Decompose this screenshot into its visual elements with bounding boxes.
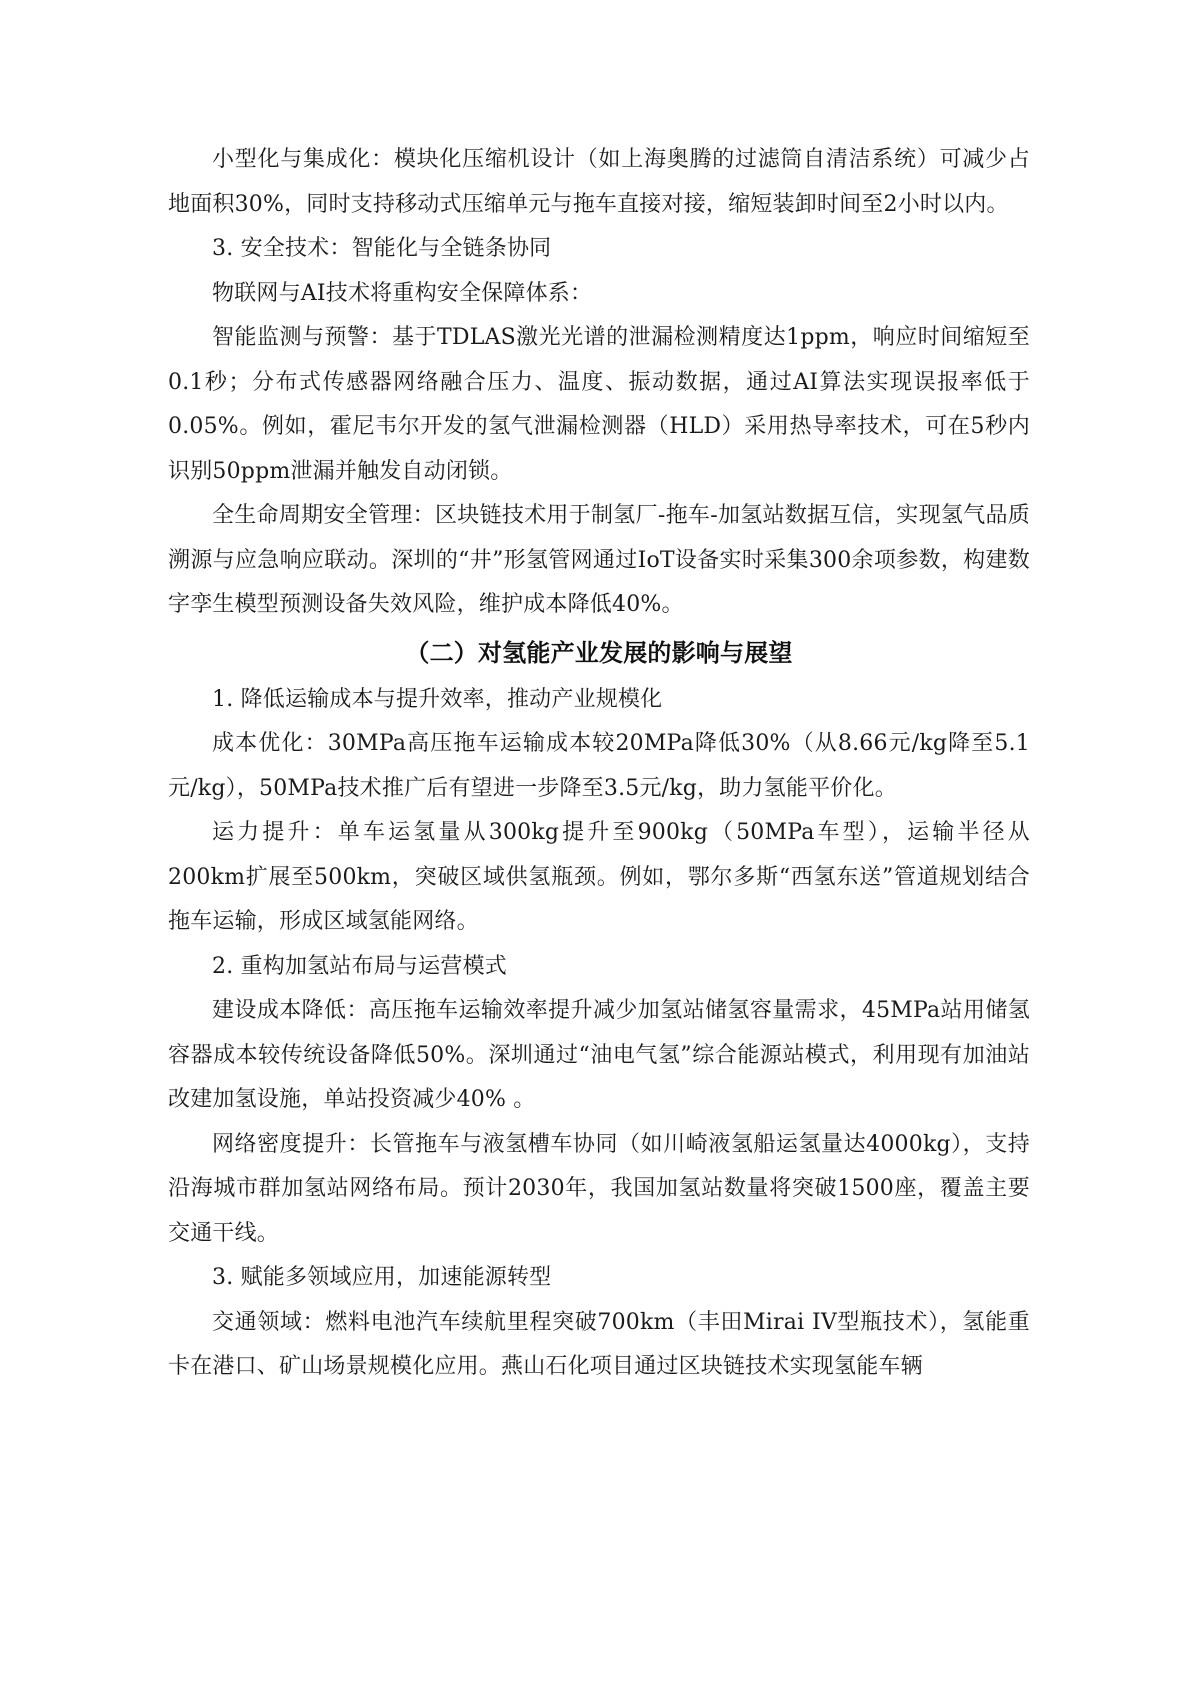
section-heading-cost-efficiency: 1. 降低运输成本与提升效率，推动产业规模化	[212, 686, 663, 712]
paragraph-cost-optimization: 成本优化：30MPa高压拖车运输成本较20MPa降低30%（从8.66元/kg降至5.1元/kg），50MPa技术推广后有望进一步降至3.5元/kg，助力氢能平价化。	[168, 731, 1030, 801]
section-heading-multi-domain: 3. 赋能多领域应用，加速能源转型	[212, 1265, 552, 1290]
paragraph-construction-cost: 建设成本降低：高压拖车运输效率提升减少加氢站储氢容量需求，45MPa站用储氢容器成本较传统设备降低50%。深圳通过“油电气氢”综合能源站模式，利用现有加油站改建加氢设施，单站投资减少40% 。	[168, 998, 1030, 1112]
section-heading-safety-tech: 3. 安全技术：智能化与全链条协同	[212, 236, 552, 261]
section-heading-station-layout: 2. 重构加氢站布局与运营模式	[212, 953, 507, 979]
paragraph-miniaturization: 小型化与集成化：模块化压缩机设计（如上海奥腾的过滤筒自清洁系统）可减少占地面积30%，同时支持移动式压缩单元与拖车直接对接，缩短装卸时间至2小时以内。	[168, 147, 1030, 217]
chapter-heading-impact: （二）对氢能产业发展的影响与展望	[405, 638, 793, 667]
paragraph-transport-domain: 交通领域：燃料电池汽车续航里程突破700km（丰田Mirai IV型瓶技术），氢能重卡在港口、矿山场景规模化应用。燕山石化项目通过区块链技术实现氢能车辆	[168, 1309, 1030, 1379]
paragraph-iot-ai: 物联网与AI技术将重构安全保障体系：	[212, 280, 593, 306]
document-body	[168, 138, 1030, 1390]
paragraph-capacity-increase: 运力提升：单车运氢量从300kg提升至900kg（50MPa车型），运输半径从200km扩展至500km，突破区域供氢瓶颈。例如，鄂尔多斯“西氢东送”管道规划结合拖车运输，形成区域氢能网络。	[168, 820, 1030, 934]
paragraph-smart-monitoring: 智能监测与预警：基于TDLAS激光光谱的泄漏检测精度达1ppm，响应时间缩短至0.1秒；分布式传感器网络融合压力、温度、振动数据，通过AI算法实现误报率低于0.05%。例如，霍尼韦尔开发的氢气泄漏检测器（HLD）采用热导率技术，可在5秒内识别50ppm泄漏并触发自动闭锁。	[168, 325, 1030, 484]
paragraph-network-density: 网络密度提升：长管拖车与液氢槽车协同（如川崎液氢船运氢量达4000kg），支持沿海城市群加氢站网络布局。预计2030年，我国加氢站数量将突破1500座，覆盖主要交通干线。	[168, 1131, 1030, 1246]
paragraph-lifecycle-safety: 全生命周期安全管理：区块链技术用于制氢厂-拖车-加氢站数据互信，实现氢气品质溯源与应急响应联动。深圳的“井”形氢管网通过IoT设备实时采集300余项参数，构建数字孪生模型预测设备失效风险，维护成本降低40%。	[168, 503, 1030, 617]
